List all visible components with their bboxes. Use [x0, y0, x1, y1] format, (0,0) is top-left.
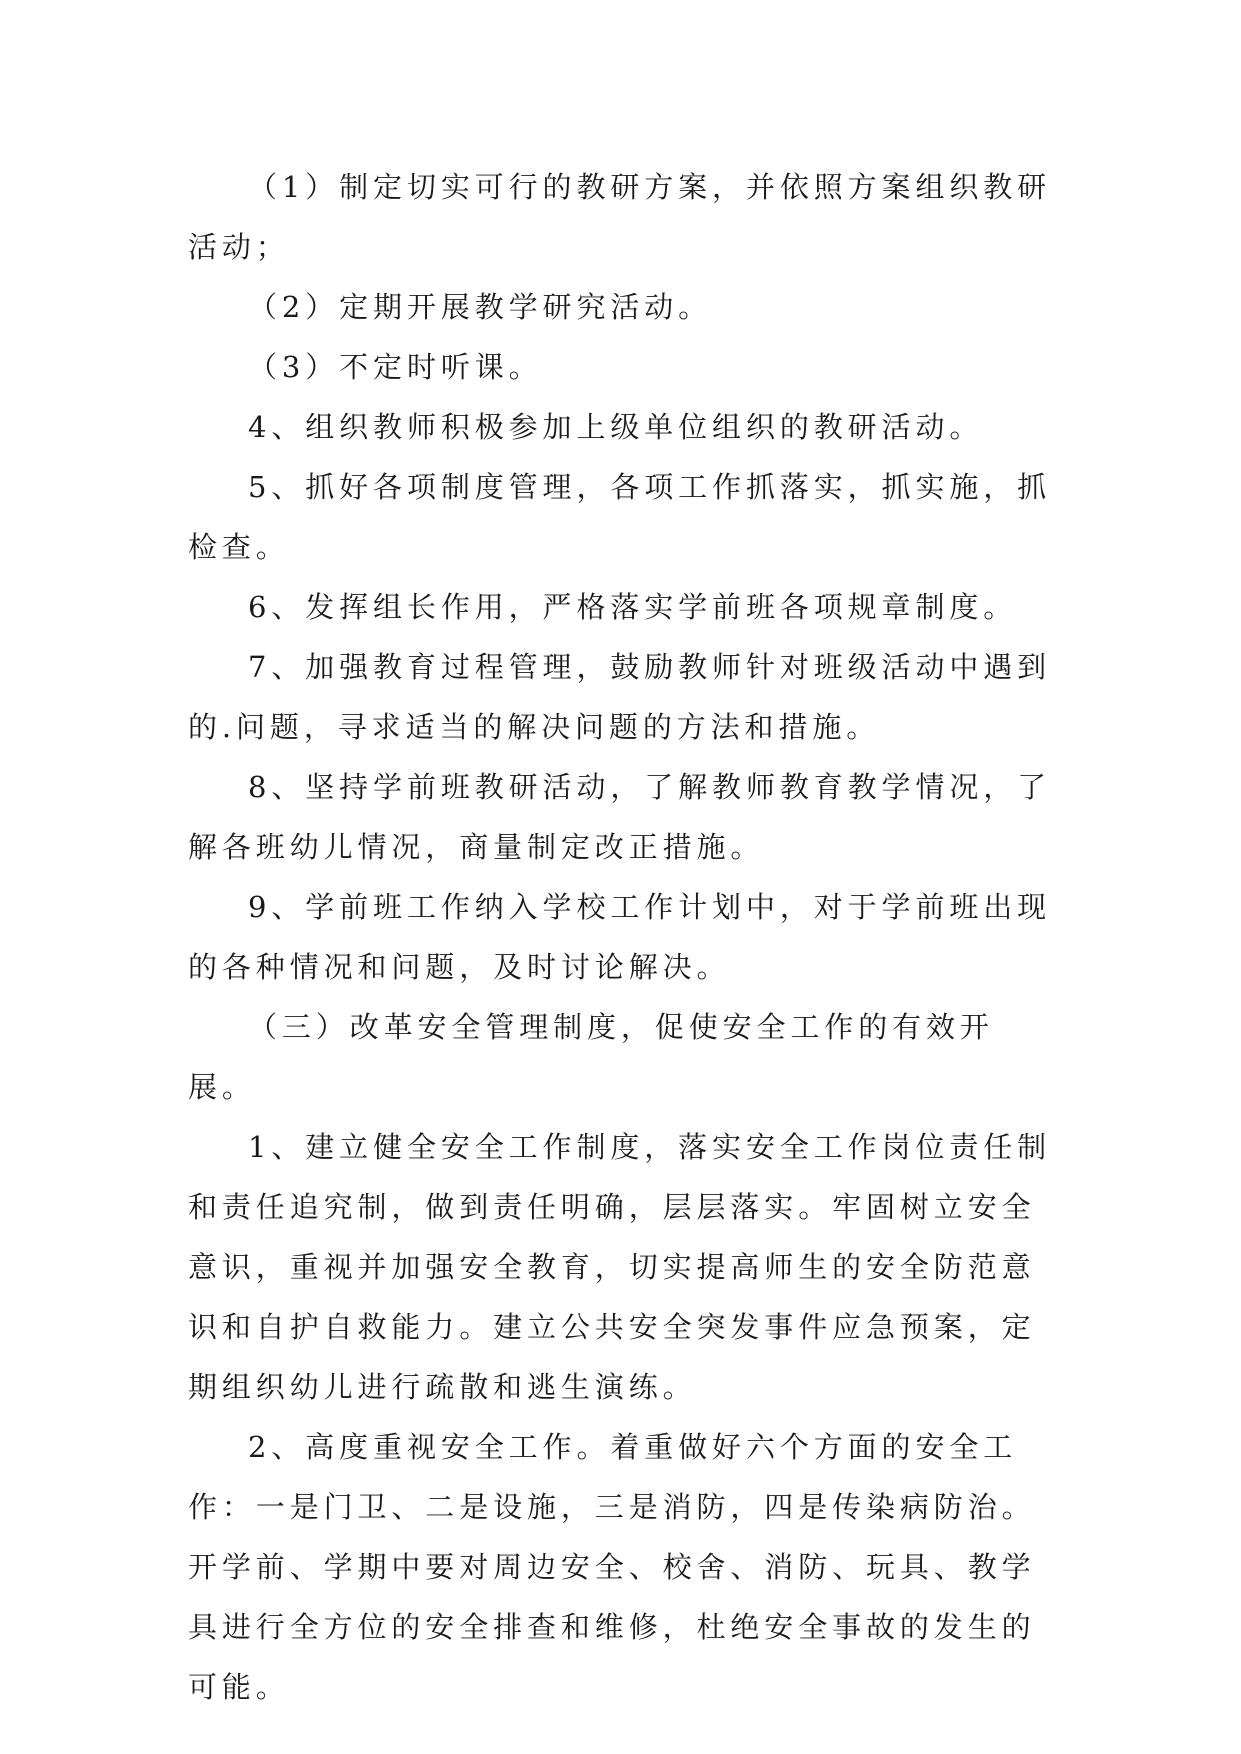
paragraph-safety-2: 2、高度重视安全工作。着重做好六个方面的安全工作：一是门卫、二是设施，三是消防，四是传染病防治。开学前、学期中要对周边安全、校舍、消防、玩具、教学具进行全方位的安全排查和维修，杜绝安全事故的发生的可能。 — [188, 1430, 1036, 1704]
paragraph-2: （2）定期开展教学研究活动。 — [248, 290, 713, 324]
paragraph-3: （3）不定时听课。 — [248, 350, 543, 384]
document-body — [188, 157, 1060, 1717]
paragraph-1: （1）制定切实可行的教研方案，并依照方案组织教研活动； — [188, 170, 1052, 264]
paragraph-6: 6、发挥组长作用，严格落实学前班各项规章制度。 — [248, 590, 1018, 624]
paragraph-4: 4、组织教师积极参加上级单位组织的教研活动。 — [248, 410, 984, 444]
paragraph-7: 7、加强教育过程管理，鼓励教师针对班级活动中遇到的.问题，寻求适当的解决问题的方法和措施。 — [188, 650, 1052, 744]
paragraph-5: 5、抓好各项制度管理，各项工作抓落实，抓实施，抓检查。 — [188, 470, 1052, 564]
paragraph-safety-1: 1、建立健全安全工作制度，落实安全工作岗位责任制和责任追究制，做到责任明确，层层落实。牢固树立安全意识，重视并加强安全教育，切实提高师生的安全防范意识和自护自救能力。建立公共安全突发事件应急预案，定期组织幼儿进行疏散和逃生演练。 — [188, 1130, 1052, 1404]
paragraph-9: 9、学前班工作纳入学校工作计划中，对于学前班出现的各种情况和问题，及时讨论解决。 — [188, 890, 1052, 984]
paragraph-8: 8、坚持学前班教研活动，了解教师教育教学情况，了解各班幼儿情况，商量制定改正措施。 — [188, 770, 1052, 864]
section-heading-three: （三）改革安全管理制度，促使安全工作的有效开展。 — [188, 1010, 994, 1104]
